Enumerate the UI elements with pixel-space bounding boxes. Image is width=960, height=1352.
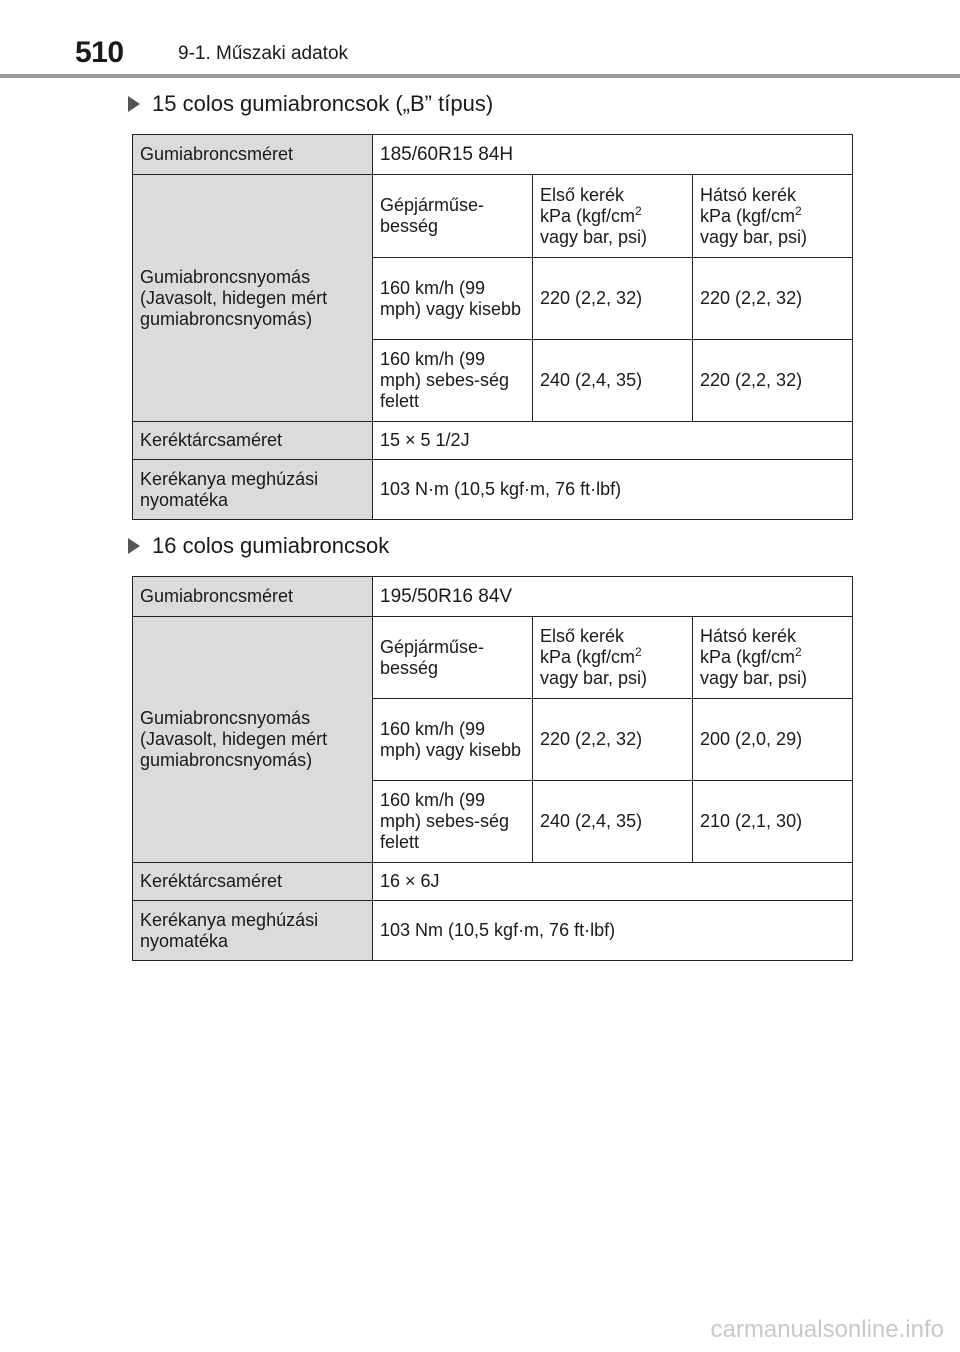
- rear-unit: kPa (kgf/cm: [700, 205, 796, 226]
- rear-unit-sup: 2: [795, 645, 802, 659]
- page-number: 510: [75, 36, 124, 69]
- header-rule: [0, 74, 960, 78]
- front-unit-sup: 2: [635, 203, 642, 218]
- rim-size-value: 15 × 5 1/2J: [373, 422, 853, 460]
- torque-value: 103 N·m (10,5 kgf·m, 76 ft·lbf): [373, 460, 853, 520]
- tire-size-value: 185/60R15 84H: [373, 135, 853, 175]
- tire-size-value: 195/50R16 84V: [373, 577, 853, 617]
- table-row: [133, 460, 853, 520]
- col-front-header: [533, 617, 693, 699]
- front-unit-sup: 2: [635, 645, 642, 659]
- front-pressure-cell: 220 (2,2, 32): [533, 699, 693, 781]
- tire-size-label: Gumiabroncsméret: [133, 577, 373, 617]
- bullet-triangle-icon: [128, 538, 140, 554]
- col-rear-header: [693, 617, 853, 699]
- rear-pressure-cell: 200 (2,0, 29): [693, 699, 853, 781]
- bullet-triangle-icon: [128, 96, 140, 112]
- tire-spec-table-16-inch: [132, 576, 853, 961]
- section-title: 9-1. Műszaki adatok: [178, 43, 349, 64]
- rim-size-value: 16 × 6J: [373, 863, 853, 901]
- tire-size-label: Gumiabroncsméret: [133, 135, 373, 175]
- torque-label: Kerékanya meghúzási nyomatéka: [133, 901, 373, 961]
- col-speed-header: Gépjárműse-besség: [373, 175, 533, 258]
- heading-text: 15 colos gumiabroncsok („B” típus): [152, 91, 494, 116]
- table-row: [133, 175, 853, 258]
- front-alt: vagy bar, psi): [540, 226, 648, 247]
- table-row: [133, 901, 853, 961]
- front-unit: kPa (kgf/cm: [540, 647, 636, 667]
- rim-size-label: Keréktárcsaméret: [133, 863, 373, 901]
- rear-title: Hátsó kerék: [700, 184, 797, 205]
- front-pressure-cell: 220 (2,2, 32): [533, 258, 693, 340]
- table-row: [133, 863, 853, 901]
- torque-label: Kerékanya meghúzási nyomatéka: [133, 460, 373, 520]
- speed-cell: 160 km/h (99 mph) vagy kisebb: [373, 699, 533, 781]
- rear-alt: vagy bar, psi): [700, 668, 808, 688]
- section-heading-16-inch: [128, 533, 389, 559]
- rear-title: Hátsó kerék: [700, 626, 797, 646]
- front-pressure-cell: 240 (2,4, 35): [533, 781, 693, 863]
- front-title: Első kerék: [540, 184, 625, 205]
- col-speed-header: Gépjárműse-besség: [373, 617, 533, 699]
- rear-alt: vagy bar, psi): [700, 226, 808, 247]
- speed-cell: 160 km/h (99 mph) sebes-ség felett: [373, 340, 533, 422]
- rear-pressure-cell: 210 (2,1, 30): [693, 781, 853, 863]
- front-title: Első kerék: [540, 626, 625, 646]
- table-row: [133, 422, 853, 460]
- table-row: [133, 135, 853, 175]
- section-heading-15-inch: [128, 91, 493, 117]
- rear-pressure-cell: 220 (2,2, 32): [693, 340, 853, 422]
- rear-pressure-cell: 220 (2,2, 32): [693, 258, 853, 340]
- table-row: [133, 617, 853, 699]
- pressure-label: Gumiabroncsnyomás (Javasolt, hidegen mért gumiabroncsnyomás): [133, 175, 373, 422]
- table-row: [133, 577, 853, 617]
- torque-value: 103 Nm (10,5 kgf·m, 76 ft·lbf): [373, 901, 853, 961]
- speed-cell: 160 km/h (99 mph) sebes-ség felett: [373, 781, 533, 863]
- front-alt: vagy bar, psi): [540, 668, 648, 688]
- col-rear-header: [693, 175, 853, 258]
- front-pressure-cell: 240 (2,4, 35): [533, 340, 693, 422]
- col-front-header: [533, 175, 693, 258]
- tire-spec-table-15-inch: [132, 134, 853, 520]
- front-unit: kPa (kgf/cm: [540, 205, 636, 226]
- rim-size-label: Keréktárcsaméret: [133, 422, 373, 460]
- rear-unit: kPa (kgf/cm: [700, 647, 796, 667]
- pressure-label: Gumiabroncsnyomás (Javasolt, hidegen mért gumiabroncsnyomás): [133, 617, 373, 863]
- heading-text: 16 colos gumiabroncsok: [152, 533, 390, 558]
- watermark: carmanualsonline.info: [710, 1316, 944, 1343]
- speed-cell: 160 km/h (99 mph) vagy kisebb: [373, 258, 533, 340]
- rear-unit-sup: 2: [795, 203, 802, 218]
